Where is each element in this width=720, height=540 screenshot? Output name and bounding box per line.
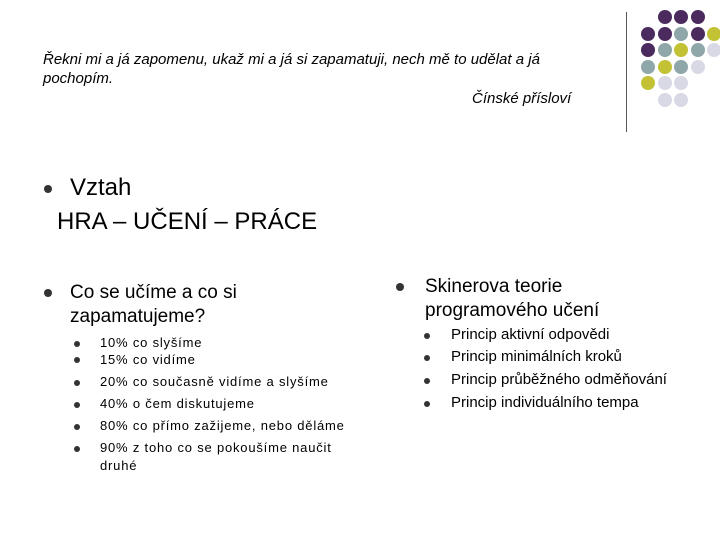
decorative-dot <box>658 43 672 57</box>
decorative-dot <box>674 10 688 24</box>
decorative-dot <box>691 27 705 41</box>
decorative-dot <box>641 27 655 41</box>
heading-line-2: HRA – UČENÍ – PRÁCE <box>57 208 318 235</box>
decorative-dot <box>641 76 655 90</box>
quote-text: Řekni mi a já zapomenu, ukaž mi a já si zapamatuji, nech mě to udělat a já pochopím. <box>43 51 540 87</box>
decorative-dot <box>674 27 688 41</box>
decorative-dot <box>641 60 655 74</box>
quote-source: Čínské přísloví <box>472 90 572 107</box>
list-item: 80% co přímo zažijeme, nebo děláme <box>100 418 345 433</box>
bullet-icon <box>44 289 52 297</box>
bullet-icon <box>74 402 80 408</box>
bullet-icon <box>74 357 80 363</box>
bullet-icon <box>424 333 430 339</box>
decorative-dot <box>674 76 688 90</box>
bullet-icon <box>74 446 80 452</box>
decorative-dot <box>658 93 672 107</box>
bullet-icon <box>74 380 80 386</box>
decorative-dot <box>674 93 688 107</box>
heading-line-1: Vztah <box>70 174 132 201</box>
list-item: 40% o čem diskutujeme <box>100 396 255 411</box>
decorative-dot <box>658 76 672 90</box>
decorative-dot <box>658 10 672 24</box>
left-title-line-1: Co se učíme a co si <box>70 282 237 303</box>
bullet-icon <box>44 185 52 193</box>
list-item: 15% co vidíme <box>100 352 196 367</box>
list-item-continuation: druhé <box>100 458 138 473</box>
right-title-line-1: Skinerova teorie <box>425 276 563 297</box>
decorative-dot <box>691 10 705 24</box>
decorative-dot <box>707 27 720 41</box>
list-item: Princip minimálních kroků <box>451 348 622 365</box>
list-item: Princip aktivní odpovědi <box>451 326 610 343</box>
list-item: Princip individuálního tempa <box>451 394 639 411</box>
right-title-line-2: programového učení <box>425 300 600 321</box>
decorative-dot <box>658 27 672 41</box>
decorative-dot <box>691 60 705 74</box>
decorative-dot <box>674 43 688 57</box>
decorative-dot <box>691 43 705 57</box>
bullet-icon <box>424 401 430 407</box>
bullet-icon <box>74 341 80 347</box>
decorative-dot <box>674 60 688 74</box>
bullet-icon <box>424 378 430 384</box>
divider-line <box>626 12 627 132</box>
bullet-icon <box>424 355 430 361</box>
list-item: 20% co současně vidíme a slyšíme <box>100 374 329 389</box>
list-item: Princip průběžného odměňování <box>451 371 667 388</box>
bullet-icon <box>74 424 80 430</box>
decorative-dot <box>707 43 720 57</box>
decorative-dot <box>658 60 672 74</box>
decorative-dot <box>641 43 655 57</box>
bullet-icon <box>396 283 404 291</box>
list-item: 10% co slyšíme <box>100 335 203 350</box>
list-item: 90% z toho co se pokoušíme naučit <box>100 440 332 455</box>
left-title-line-2: zapamatujeme? <box>70 306 206 327</box>
